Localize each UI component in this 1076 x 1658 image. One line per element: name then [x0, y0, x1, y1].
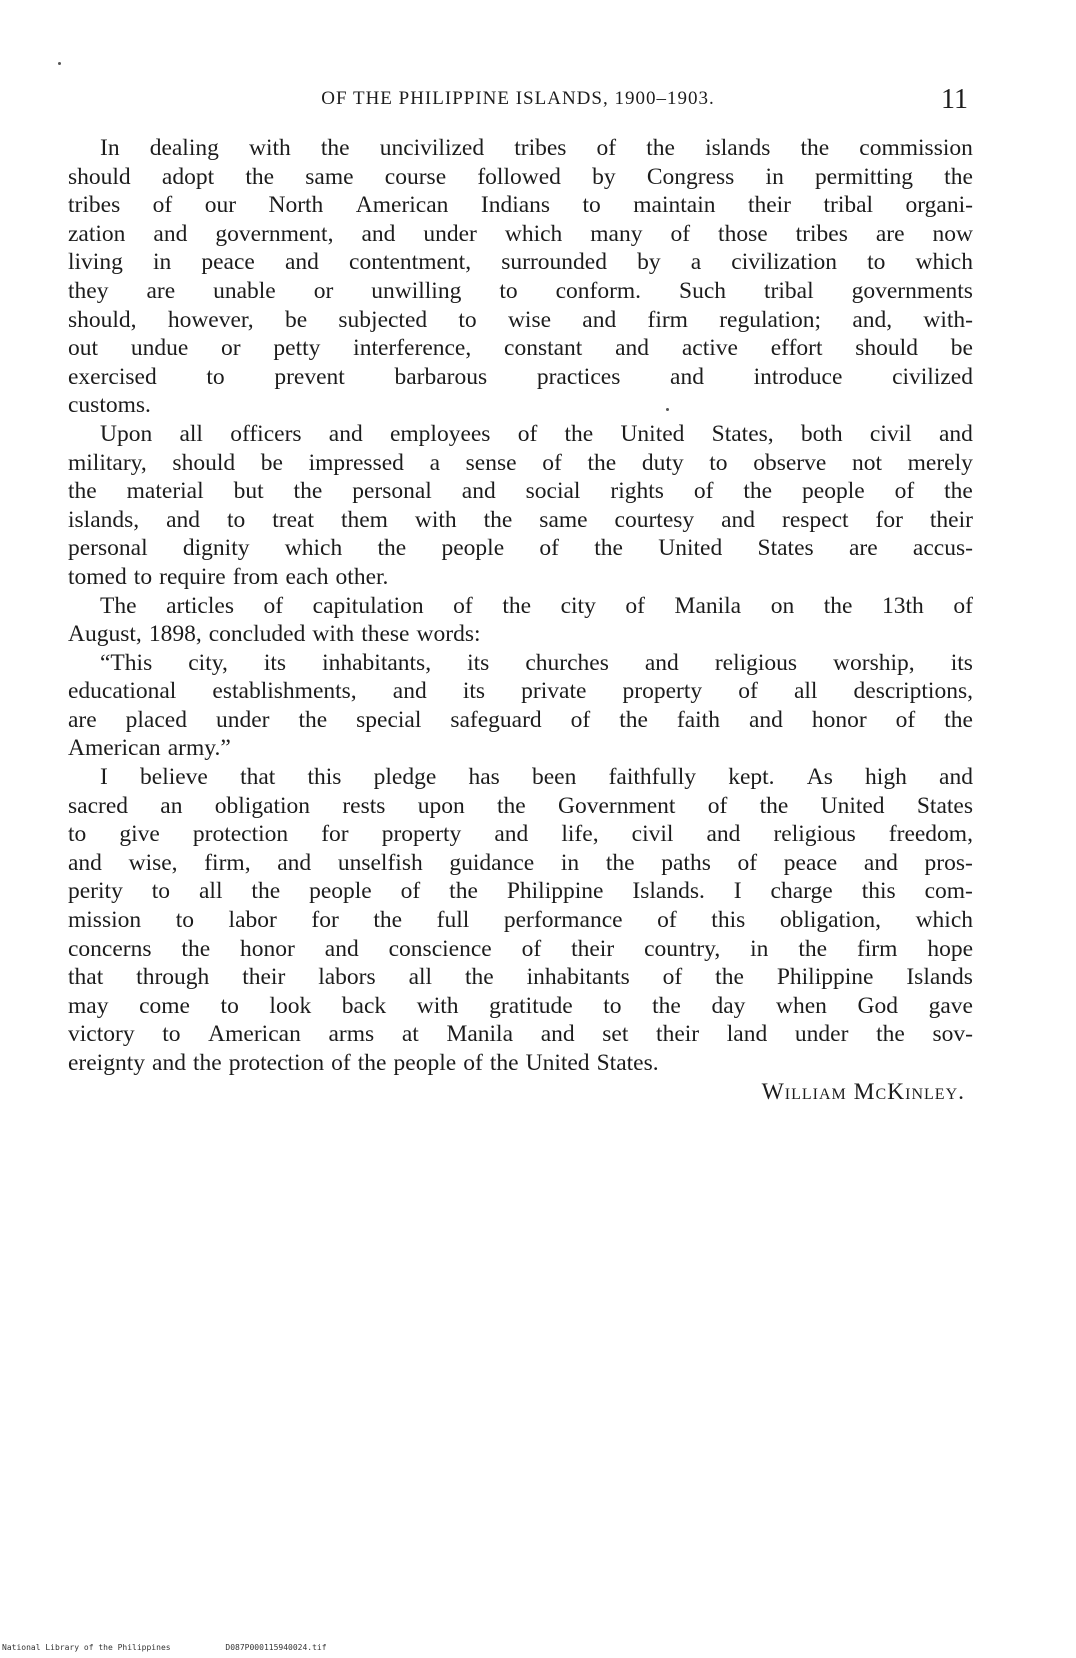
footer-file-id: D087P000115940024.tif: [225, 1643, 327, 1652]
text-line: should adopt the same course followed by Congress in permitting the: [68, 163, 973, 190]
text-line: personal dignity which the people of the United States are accus-: [68, 535, 973, 562]
text-line: I believe that this pledge has been faithfully kept. As high and: [100, 764, 973, 791]
text-line: The articles of capitulation of the city of Manila on the 13th of: [100, 592, 973, 619]
paragraph: [68, 649, 973, 763]
text-line: mission to labor for the full performance of this obligation, which: [68, 907, 973, 934]
scan-speck: [666, 408, 669, 411]
text-line: sacred an obligation rests upon the Government of the United States: [68, 792, 973, 819]
text-line: that through their labors all the inhabitants of the Philippine Islands: [68, 964, 973, 991]
text-line: and wise, firm, and unselfish guidance in the paths of peace and pros-: [68, 849, 973, 876]
paragraph: [68, 420, 973, 592]
scan-speck: [58, 62, 61, 65]
text-line: living in peace and contentment, surrounded by a civilization to which: [68, 249, 973, 276]
text-line: should, however, be subjected to wise and firm regulation; and, with-: [68, 306, 973, 333]
text-line: tomed to require from each other.: [68, 563, 389, 590]
text-line: Upon all officers and employees of the United States, both civil and: [100, 420, 973, 447]
text-line: exercised to prevent barbarous practices and introduce civilized: [68, 363, 973, 390]
text-line: tribes of our North American Indians to maintain their tribal organi-: [68, 192, 973, 219]
text-line: customs.: [68, 392, 151, 419]
text-line: concerns the honor and conscience of their country, in the firm hope: [68, 935, 973, 962]
text-line: military, should be impressed a sense of the duty to observe not merely: [68, 449, 973, 476]
text-line: perity to all the people of the Philippine Islands. I charge this com-: [68, 878, 973, 905]
text-line: islands, and to treat them with the same courtesy and respect for their: [68, 506, 973, 533]
scan-footer: [2, 1643, 327, 1652]
text-line: to give protection for property and life, civil and religious freedom,: [68, 821, 973, 848]
text-line: educational establishments, and its private property of all descriptions,: [68, 678, 973, 705]
footer-library-label: National Library of the Philippines: [2, 1643, 171, 1652]
text-line: In dealing with the uncivilized tribes of the islands the commission: [100, 135, 973, 161]
text-line: ereignty and the protection of the people of the United States.: [68, 1050, 659, 1076]
signature: William McKinley.: [761, 1078, 965, 1105]
paragraph: [68, 763, 973, 1078]
text-line: may come to look back with gratitude to the day when God gave: [68, 992, 973, 1019]
text-line: out undue or petty interference, constant and active effort should be: [68, 335, 973, 362]
text-line: August, 1898, concluded with these words:: [68, 621, 481, 648]
text-line: the material but the personal and social rights of the people of the: [68, 478, 973, 505]
text-line: they are unable or unwilling to conform. Such tribal governments: [68, 277, 973, 304]
text-line: American army.”: [68, 735, 231, 762]
page-number: 11: [941, 84, 968, 115]
paragraph: [68, 592, 973, 649]
text-line: victory to American arms at Manila and set their land under the sov-: [68, 1021, 973, 1048]
running-title: OF THE PHILIPPINE ISLANDS, 1900–1903.: [321, 88, 715, 109]
text-line: are placed under the special safeguard of the faith and honor of the: [68, 706, 973, 733]
text-line: zation and government, and under which many of those tribes are now: [68, 220, 973, 247]
text-line: “This city, its inhabitants, its churches and religious worship, its: [100, 649, 973, 676]
running-header: [68, 84, 968, 124]
paragraph: [68, 134, 973, 420]
body-text: [68, 134, 973, 1106]
